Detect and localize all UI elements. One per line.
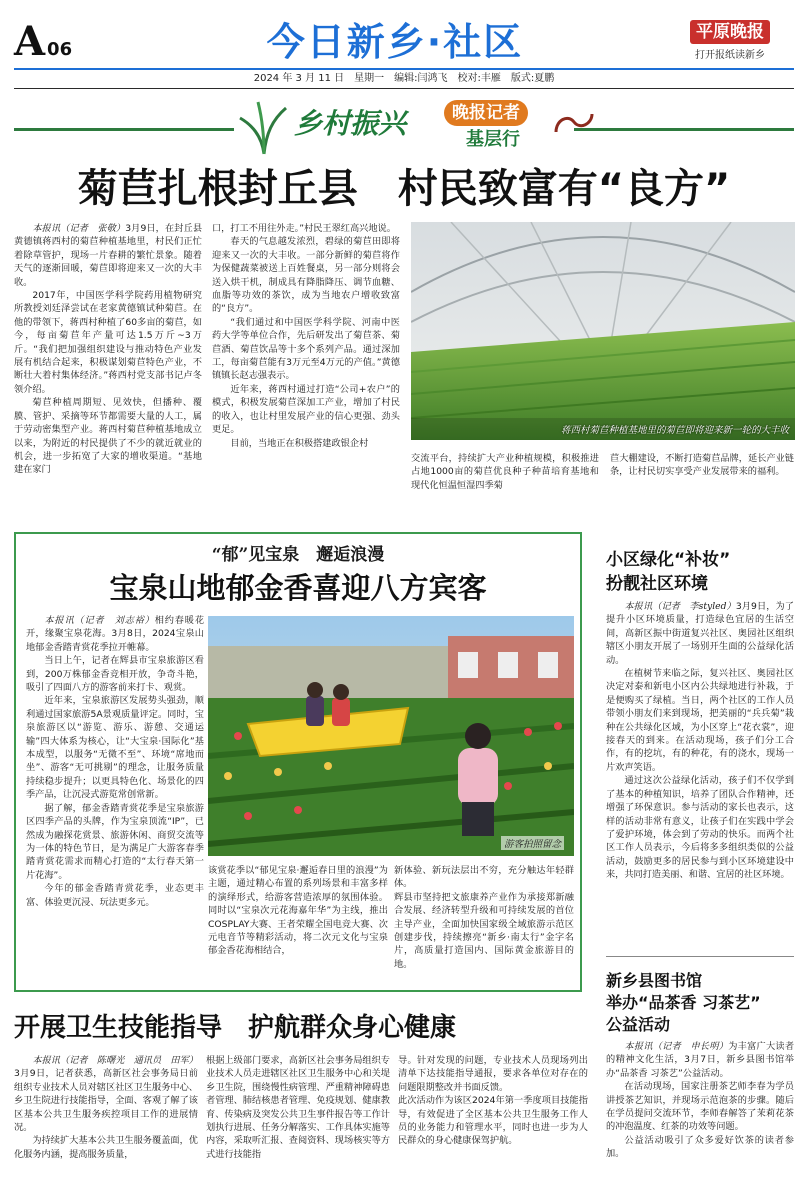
banner-right-text: 基层行 xyxy=(466,129,520,150)
tulip-photo-caption: 游客拍照留念 xyxy=(501,836,564,850)
banner-ribbon-right xyxy=(574,128,794,131)
bottom-col-2: 根据上级部门要求，高新区社会事务局组织专业技术人员走进辖区社区卫生服务中心和关堤乡卫生院，围绕慢性病管理、严重精神障碍患者管理、肺结核患者管理、免疫规划、健康教育、传染病及突发公共卫生事件报告等工作计划执行进展、任务分解落实、工作具体实施等内容，采取听汇报、查阅资料、现场核实等方式进行技能指 xyxy=(206,1055,390,1160)
masthead-rule-top xyxy=(14,68,794,70)
sidebar1-body: 本报讯（记者 李styled）3月9日，为了提升小区环境质量，打造绿色宜居的生活空间，高新区振中街道复兴社区、奥园社区组织辖区小朋友开展了一场别开生面的公益绿化活动。 在植树节来临之际，复兴社区、奥园社区决定对泰和新电小区内公共绿地进行补栽，于是便购买了绿植。当日，两个社区的工作人员带领小朋友们来到现场，把美丽的“兵兵菊”栽种在公共绿化区域，为小区穿上“花衣裳”，迎接春天的到来。在活动现场，孩子们分工合作，有的挖坑，有的种花，有的浇水，现场一片欢声笑语。 通过这次公益绿化活动，孩子们不仅学到了基本的种植知识，培养了团队合作精神，还增强了环保意识。参与活动的家长也表示，这样的活动非常有意义，让孩子们在实践中学会了爱护环境，体会到了劳动的快乐。而两个社区工作人员表示，今后将多多组织类似的公益活动，鼓励更多的居民参与到小区环境建设中来，共同打造美丽、和谐、宜居的社区环境。 xyxy=(606,601,794,881)
page-letter: A xyxy=(14,18,46,65)
feature-headline: 宝泉山地郁金香喜迎八方宾客 xyxy=(109,571,487,605)
lead-col-2: 口，打工不用往外走。”村民王翠红高兴地说。 春天的气息越发浓烈，碧绿的菊苣田即将迎来又一次的大丰收。一部分新鲜的菊苣将作为保健蔬菜被送上百姓餐桌，另一部分则将会送入烘干机，制成具有降脂降压、调节血糖、血脂等功效的茶饮，成为当地农户增收致富的“良方”。 “我们通过和中国医学科学院、河南中医药大学等单位合作，先后研发出了菊苣茶、菊苣酒、菊苣饮品等十多个系列产品。通过深加工，每亩菊苣能有3万元至4万元的产值。”黄德镇镇长赵志强表示。 近年来，蒋西村通过打造“公司+农户”的模式，积极发展菊苣深加工产业，增加了村民的收入，也让村里发展产业的信心更强、劲头更足。 目前，当地正在积极搭建政银企村 xyxy=(212,223,400,449)
bottom-col-1: 本报讯（记者 陈曙光 通讯员 田军）3月9日，记者获悉，高新区社会事务局日前组织专业技术人员对辖区社区卫生服务中心、乡卫生院进行技能指导，全面、客观了解了该区基本公共卫生服务疾控项目工作的进展情况。 为持续扩大基本公共卫生服务覆盖面，优化服务内涵，提高服务质量， xyxy=(14,1055,198,1160)
grass-icon xyxy=(234,98,294,156)
lead-col-1: 本报讯（记者 张敬）3月9日，在封丘县黄德镇蒋西村的菊苣种植基地里，村民们正忙着除草管护，现场一片春耕的繁忙景象。随着天气的逐渐回暖，菊苣即将迎来又一次的大丰收。 2017年，中国医学科学院药用植物研究所教授刘廷泽尝试在老家黄德镇试种菊苣。在他的带领下，蒋西村种植了60多亩的菊苣，如今，每亩菊苣年产量可达1.5万斤~3万斤。“我们把加强组织建设与推动特色产业发展有机结合起来，积极谋划菊苣特色产业，不断壮大着村集体经济。”蒋西村党支部书记卢冬领介绍。 菊苣种植周期短、见效快，但播种、覆膜、管护、采摘等环节都需要大量的人工，属于劳动密集型产业。蒋西村菊苣种植基地成立以来，为附近的村民提供了不少的就近就业的机会，进一步拓宽了大家的增收渠道。“基地建在家门 xyxy=(14,223,202,476)
greenhouse-image xyxy=(411,222,795,440)
banner-ribbon-left xyxy=(14,128,234,131)
sidebar2-headline: 新乡县图书馆 举办“品茶香 习茶艺” 公益活动 xyxy=(606,971,761,1034)
sidebar-divider xyxy=(606,956,794,957)
page-label xyxy=(14,20,72,64)
greenhouse-photo-caption: 蒋西村菊苣种植基地里的菊苣即将迎来新一轮的大丰收 xyxy=(560,425,789,436)
brand-slogan: 打开报纸读新乡 xyxy=(695,50,765,61)
section-title: 今日新乡·社区 xyxy=(266,20,524,64)
brand-name: 平原晚报 xyxy=(690,20,770,44)
lead-col-3: 交流平台，持续扩大产业种植规模，积极推进占地1000亩的菊苣优良种子种苗培育基地和现代化恒温恒湿四季菊 xyxy=(411,453,599,491)
dateline: 2024 年 3 月 11 日 星期一 编辑:闫鸿飞 校对:丰雁 版式:夏鹏 xyxy=(253,73,555,84)
feature-kicker: “郁”见宝泉 邂逅浪漫 xyxy=(211,545,385,565)
bottom-byline: 本报讯（记者 陈曙光 通讯员 田军） xyxy=(32,1055,198,1066)
sidebar2-body: 本报讯（记者 申长明）为丰富广大读者的精神文化生活，3月7日，新乡县图书馆举办“品茶香 习茶艺”公益活动。 在活动现场，国家注册茶艺师李春为学员讲授茶艺知识，并现场示范泡茶的步骤。随后在学员提问交流环节，李师春解答了茉莉花茶的冲泡温度、红茶的功效等问题。 公益活动吸引了众多爱好饮茶的读者参加。 xyxy=(606,1041,794,1160)
page-number: 06 xyxy=(47,39,73,60)
sidebar1-byline: 本报讯（记者 李styled） xyxy=(624,601,736,612)
series-banner xyxy=(14,92,794,160)
swirl-icon xyxy=(554,110,594,134)
feature-col-2: 该赏花季以“郁见宝泉·邂逅春日里的浪漫”为主题，通过精心布置的系列场景和丰富多样的演绎形式，给游客营造浓厚的氛围体验。同时以“宝泉次元花海嘉年华”为主线，推出COSPLAY大赛、王者荣耀全国电竞大赛、次元电音节等精彩活动，将二次元文化与宝泉郁金香花海相结合， xyxy=(208,865,388,957)
banner-badge: 晚报记者 xyxy=(444,100,528,126)
sidebar1-headline: 小区绿化“补妆” 扮靓社区环境 xyxy=(606,550,731,594)
banner-left-text: 乡村振兴 xyxy=(294,107,407,140)
bottom-col-3: 导。针对发现的问题，专业技术人员现场列出清单下达技能指导通报，要求各单位对存在的问题限期整改并书面反馈。 此次活动作为该区2024年第一季度项目技能指导，有效促进了全区基本公共卫生服务工作人员的业务能力和管理水平，同时也进一步为人民群众的身心健康保驾护航。 xyxy=(398,1055,588,1147)
feature-col-3: 新体验、新玩法层出不穷，充分触达年轻群体。 辉县市坚持把文旅康养产业作为承接郑新融合发展、经济转型升级和可持续发展的首位主导产业，全面加快国家级全域旅游示范区创建步伐，持续擦亮“新乡·南太行”金字名片，高质量打造国内、国际黄金旅游目的地。 xyxy=(394,865,574,970)
lead-headline: 菊苣扎根封丘县 村民致富有“良方” xyxy=(77,166,731,212)
feature-byline: 本报讯（记者 刘志裕） xyxy=(44,615,155,626)
lead-byline: 本报讯（记者 张敬） xyxy=(32,223,126,234)
tulip-image xyxy=(208,616,574,856)
tulip-photo xyxy=(208,616,574,856)
sidebar2-byline: 本报讯（记者 申长明） xyxy=(624,1041,729,1052)
masthead-rule-bottom xyxy=(14,88,794,89)
feature-col-1: 本报讯（记者 刘志裕）相约春暖花开，缘聚宝泉花海。3月8日，2024宝泉山地郁金香踏青赏花季拉开帷幕。 当日上午，记者在辉县市宝泉旅游区看到，200万株郁金香竞相开放，争奇斗艳，吸引了四面八方的游客前来打卡、观赏。 近年来，宝泉旅游区发展势头强劲，顺利通过国家旅游5A景观质量评定。同时，宝泉旅游区以“游览、游乐、游憩、交通运输”四大体系为核心，让“大宝泉·国际化”基本成型，以服务“无微不至”、环境“席地而坐”、游客“无可挑剔”的理念，让服务质量持续稳步提升；以更具特色化、场景化的四季产品，让沉浸式游览常创常新。 据了解，郁金香踏青赏花季是宝泉旅游区四季产品的头牌，作为宝泉顶流“IP”，已然成为融探花赏景、旅游休闲、商贸交流等为一体的特色节日，是为满足广大游客春季踏青赏花需求而精心打造的“太行春天第一片花海”。 今年的郁金香踏青赏花季，业态更丰富、体验更沉浸、玩法更多元。 xyxy=(26,615,204,908)
greenhouse-photo xyxy=(411,222,795,440)
brand-logo xyxy=(666,20,794,61)
lead-col-4: 苣大棚建设，不断打造菊苣品牌，延长产业链条，让村民切实享受产业发展带来的福利。 xyxy=(610,453,794,478)
bottom-headline: 开展卫生技能指导 护航群众身心健康 xyxy=(14,1013,457,1043)
